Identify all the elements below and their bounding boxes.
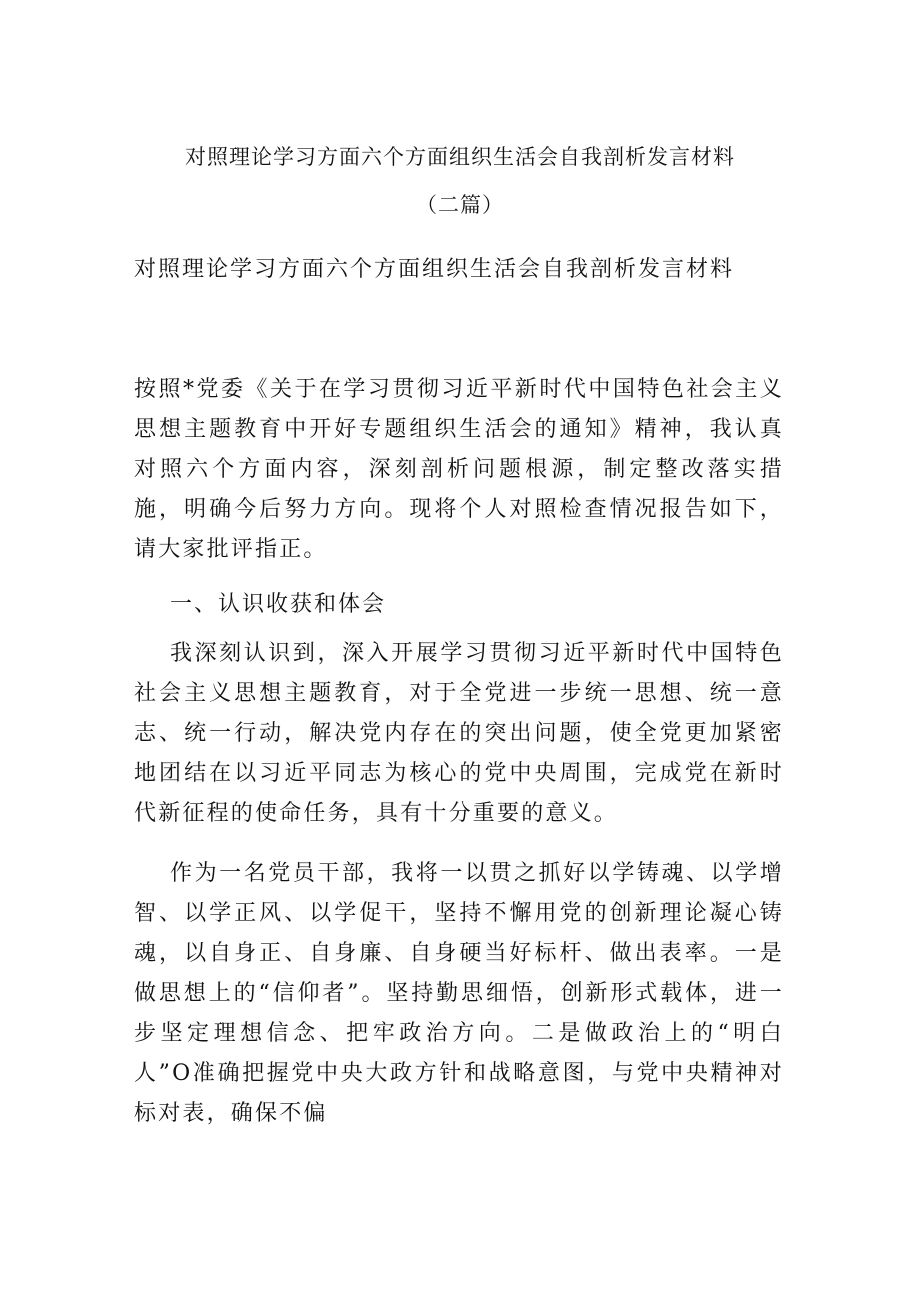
section-heading: 一、认识收获和体会 (170, 592, 387, 617)
document-title: 对照理论学习方面六个方面组织生活会自我剖析发言材料 (185, 145, 735, 169)
intro-paragraph: 按照*党委《关于在学习贯彻习近平新时代中国特色社会主义思想主题教育中开好专题组织生活会的通知》精神，我认真对照六个方面内容，深刻剖析问题根源，制定整改落实措施，明确今后努力方向。现将个人对照检查情况报告如下，请大家批评指正。 (134, 377, 784, 562)
section-title: 对照理论学习方面六个方面组织生活会自我剖析发言材料 (134, 257, 735, 282)
body-paragraph-1: 我深刻认识到，深入开展学习贯彻习近平新时代中国特色社会主义思想主题教育，对于全党进一步统一思想、统一意志、统一行动，解决党内存在的突出问题，使全党更加紧密地团结在以习近平同志为核心的党中央周围，完成党在新时代新征程的使命任务，具有十分重要的意义。 (134, 641, 784, 826)
body-paragraph-2: 作为一名党员干部，我将一以贯之抓好以学铸魂、以学增智、以学正风、以学促干，坚持不懈用党的创新理论凝心铸魂，以自身正、自身廉、自身硬当好标杆、做出表率。一是做思想上的“信仰者”。坚持勤思细悟，创新形式载体，进一步坚定理想信念、把牢政治方向。二是做政治上的“明白人”O准确把握党中央大政方针和战略意图，与党中央精神对标对表，确保不偏 (134, 861, 784, 1126)
document-subtitle: （二篇） (416, 193, 504, 217)
